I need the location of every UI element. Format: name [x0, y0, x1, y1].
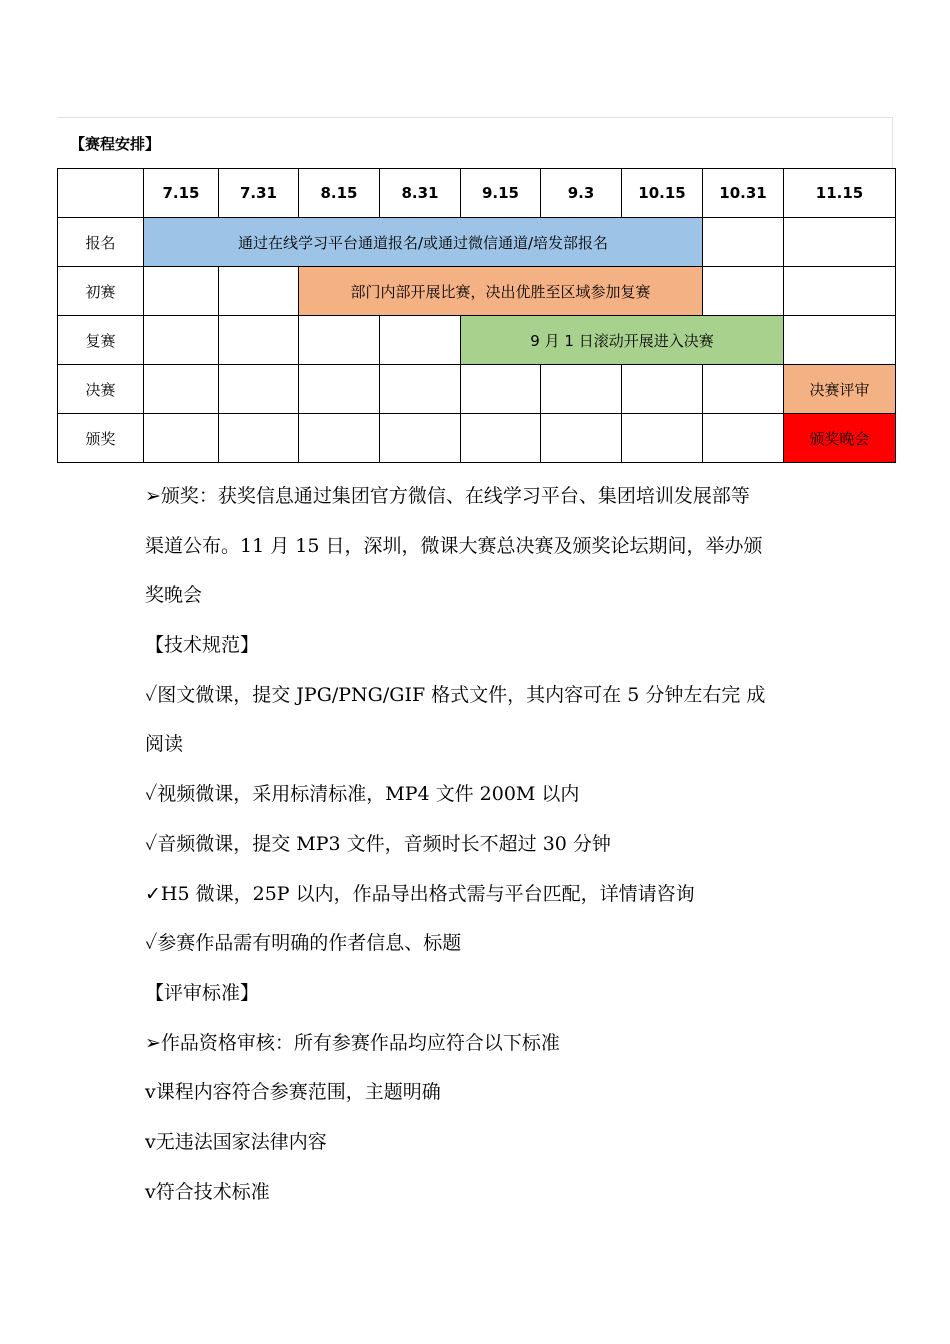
- corner-cell: [58, 169, 144, 218]
- date-header: 11.15: [784, 169, 896, 218]
- award-info-line: 渠道公布。11 月 15 日，深圳，微课大赛总决赛及颁奖论坛期间，举办颁: [145, 534, 763, 557]
- preliminary-bar: 部门内部开展比赛，决出优胜至区域参加复赛: [299, 267, 703, 316]
- row-label: 复赛: [58, 316, 144, 365]
- tech-spec-item: ✓参赛作品需有明确的作者信息、标题: [145, 932, 462, 955]
- empty-cell: [219, 414, 299, 463]
- empty-cell: [219, 267, 299, 316]
- date-header: 9.3: [541, 169, 622, 218]
- empty-cell: [461, 365, 541, 414]
- award-info-line: ➢颁奖：获奖信息通过集团官方微信、在线学习平台、集团培训发展部等: [145, 485, 750, 507]
- empty-cell: [380, 316, 461, 365]
- empty-cell: [461, 414, 541, 463]
- empty-cell: [144, 414, 219, 463]
- empty-cell: [380, 414, 461, 463]
- date-header: 10.15: [622, 169, 703, 218]
- row-label: 颁奖: [58, 414, 144, 463]
- empty-cell: [144, 316, 219, 365]
- document-body: [145, 472, 825, 1217]
- date-header-row: [58, 169, 896, 218]
- empty-cell: [703, 267, 784, 316]
- empty-cell: [784, 218, 896, 267]
- empty-cell: [703, 414, 784, 463]
- date-header: 8.31: [380, 169, 461, 218]
- empty-cell: [703, 218, 784, 267]
- schedule-table: [57, 168, 896, 463]
- empty-cell: [541, 365, 622, 414]
- schedule-frame: [57, 117, 893, 168]
- semifinal-bar: 9 月 1 日滚动开展进入决赛: [461, 316, 784, 365]
- empty-cell: [219, 316, 299, 365]
- date-header: 7.31: [219, 169, 299, 218]
- empty-cell: [219, 365, 299, 414]
- review-criteria-item: ➢作品资格审核：所有参赛作品均应符合以下标准: [145, 1031, 560, 1054]
- section-heading-tech: 【技术规范】: [145, 634, 260, 657]
- empty-cell: [144, 365, 219, 414]
- date-header: 9.15: [461, 169, 541, 218]
- empty-cell: [541, 414, 622, 463]
- tech-spec-item: ✓H5 微课，25P 以内，作品导出格式需与平台匹配，详情请咨询: [145, 882, 695, 905]
- preliminary-row: [58, 267, 896, 316]
- registration-row: [58, 218, 896, 267]
- empty-cell: [622, 414, 703, 463]
- empty-cell: [299, 414, 380, 463]
- review-criteria-item: v课程内容符合参赛范围，主题明确: [145, 1081, 441, 1104]
- date-header: 8.15: [299, 169, 380, 218]
- tech-spec-item: ✓视频微课，采用标清标准，MP4 文件 200M 以内: [145, 783, 580, 806]
- tech-spec-item: 阅读: [145, 733, 184, 756]
- empty-cell: [784, 267, 896, 316]
- tech-spec-item: ✓图文微课，提交 JPG/PNG/GIF 格式文件，其内容可在 5 分钟左右完 成: [145, 683, 766, 706]
- final-bar: 决赛评审: [784, 365, 896, 414]
- section-heading-review: 【评审标准】: [145, 981, 260, 1004]
- tech-spec-item: ✓音频微课，提交 MP3 文件，音频时长不超过 30 分钟: [145, 832, 611, 855]
- review-criteria-item: v符合技术标准: [145, 1180, 270, 1203]
- date-header: 10.31: [703, 169, 784, 218]
- row-label: 决赛: [58, 365, 144, 414]
- empty-cell: [622, 365, 703, 414]
- award-info-line: 奖晚会: [145, 584, 203, 607]
- schedule-title: 【赛程安排】: [70, 135, 161, 153]
- row-label: 报名: [58, 218, 144, 267]
- date-header: 7.15: [144, 169, 219, 218]
- empty-cell: [299, 316, 380, 365]
- empty-cell: [784, 316, 896, 365]
- registration-bar: 通过在线学习平台通道报名/或通过微信通道/培发部报名: [144, 218, 703, 267]
- empty-cell: [299, 365, 380, 414]
- award-row: [58, 414, 896, 463]
- semifinal-row: [58, 316, 896, 365]
- row-label: 初赛: [58, 267, 144, 316]
- empty-cell: [703, 365, 784, 414]
- empty-cell: [380, 365, 461, 414]
- final-row: [58, 365, 896, 414]
- review-criteria-item: v无违法国家法律内容: [145, 1130, 327, 1153]
- empty-cell: [144, 267, 219, 316]
- award-bar: 颁奖晚会: [784, 414, 896, 463]
